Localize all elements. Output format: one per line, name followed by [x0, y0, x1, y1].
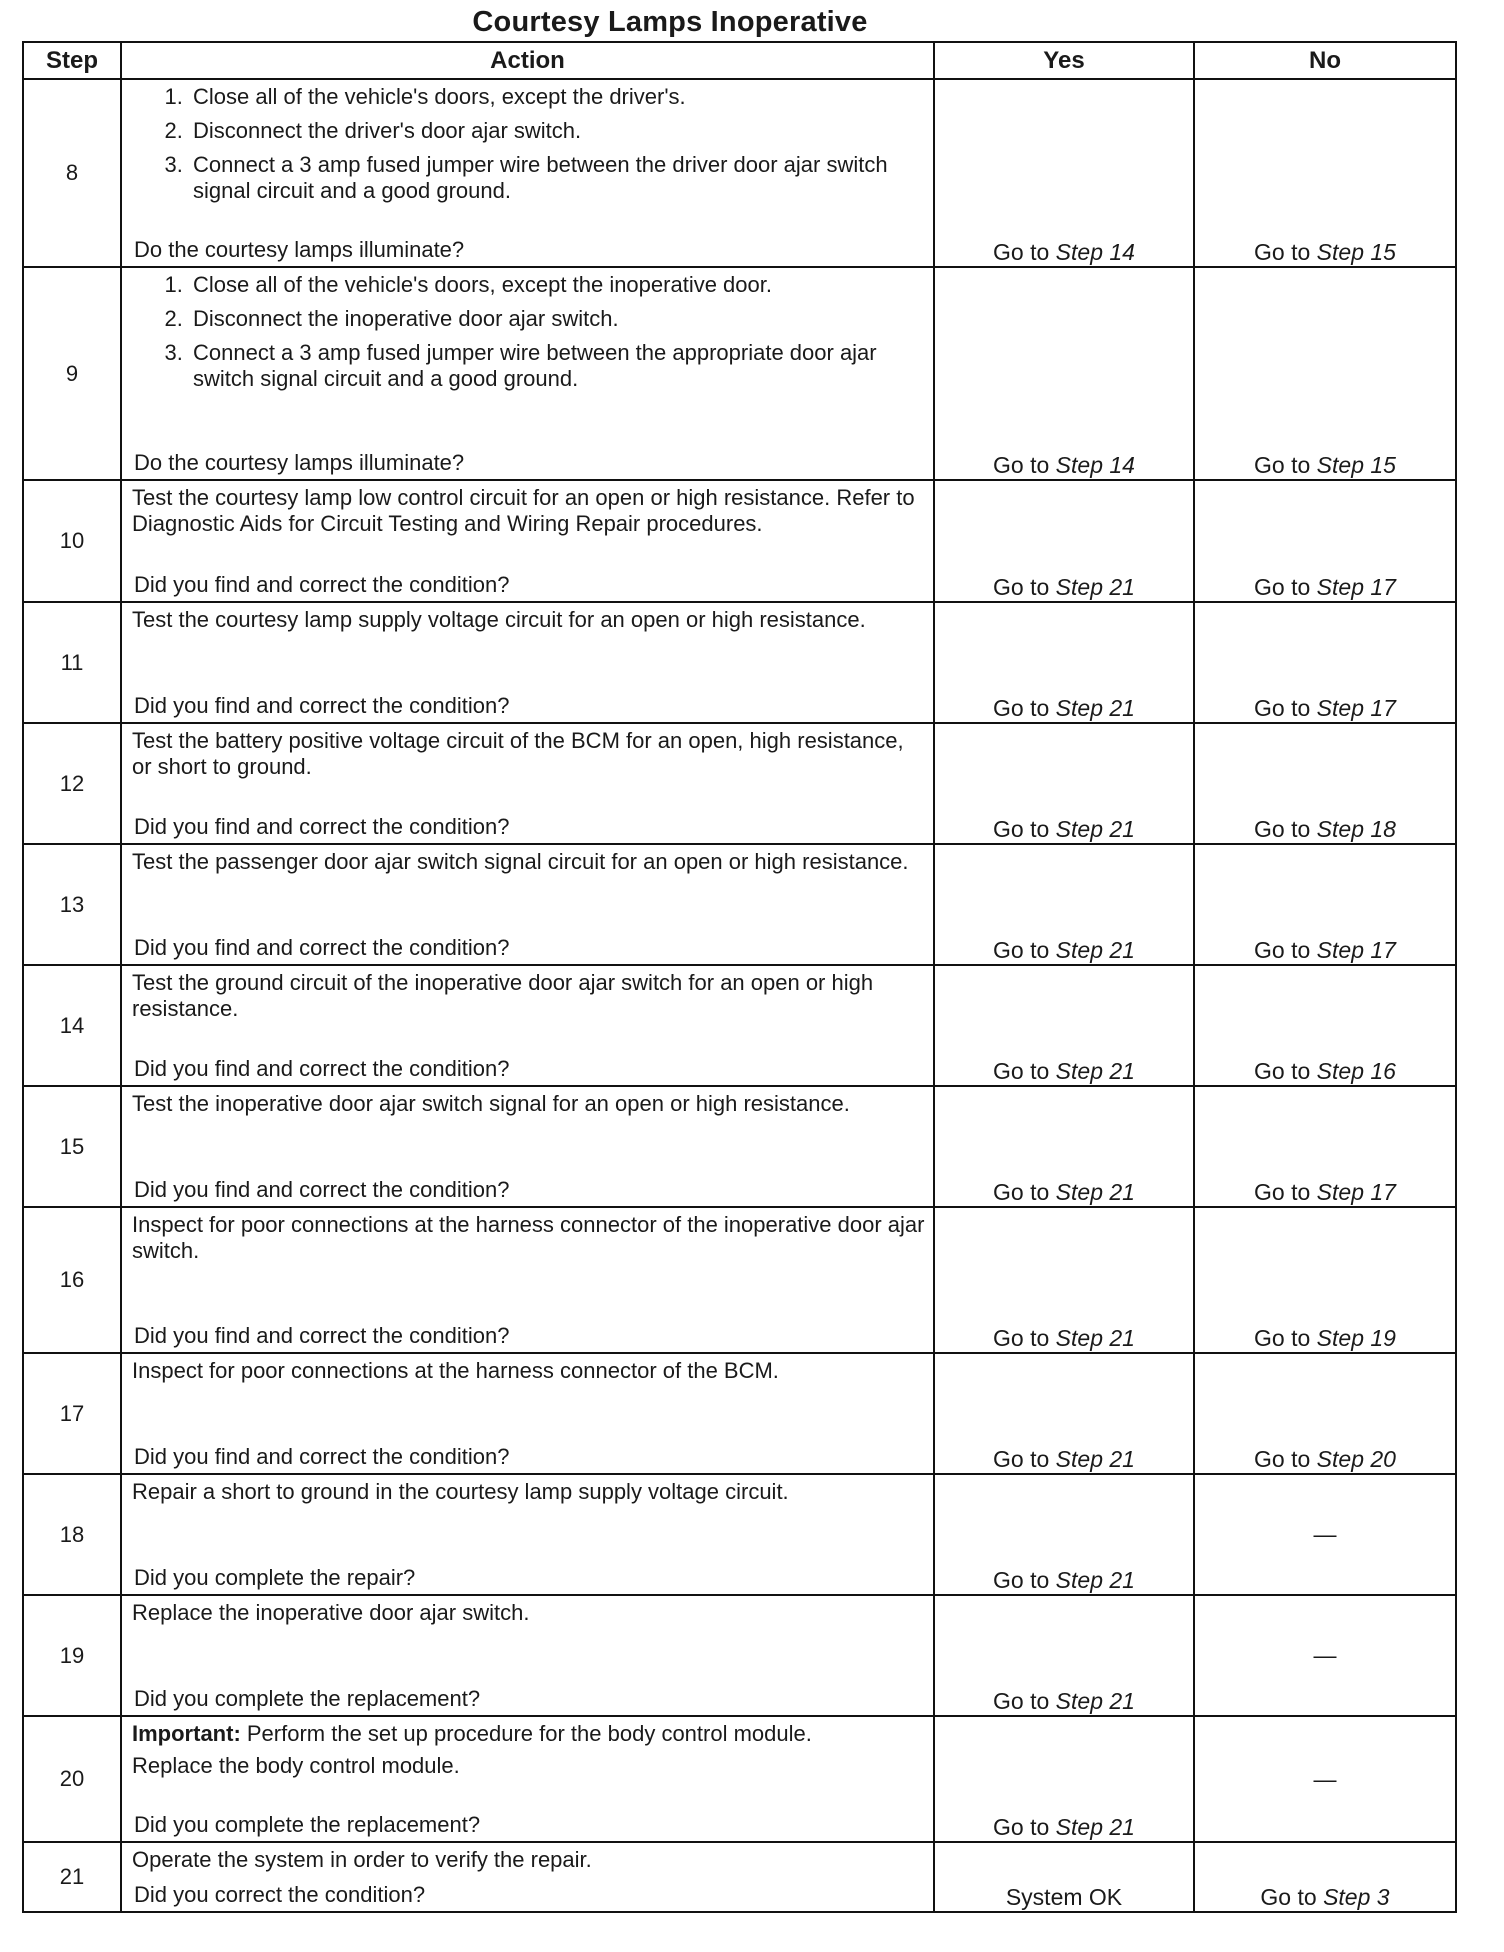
step-number: 17	[23, 1353, 121, 1474]
yes-step-link: Step 21	[1055, 574, 1135, 600]
yes-prefix: Go to	[993, 816, 1050, 842]
important-text: Perform the set up procedure for the body control module.	[240, 1721, 812, 1746]
yes-step-link: Step 21	[1055, 695, 1135, 721]
step-number: 8	[23, 79, 121, 267]
yes-cell	[934, 1474, 1194, 1595]
no-prefix: Go to	[1254, 452, 1311, 478]
step-number: 21	[23, 1842, 121, 1912]
no-cell	[1194, 1842, 1456, 1912]
action-text: Test the battery positive voltage circuit of the BCM for an open, high resistance, or short to ground.	[132, 728, 904, 779]
no-prefix: Go to	[1254, 1058, 1311, 1084]
yes-cell	[934, 79, 1194, 267]
action-question: Do the courtesy lamps illuminate?	[134, 237, 465, 262]
action-text: Test the courtesy lamp low control circuit for an open or high resistance. Refer to Diagnostic Aids for Circuit Testing and Wiring Repair procedures.	[132, 485, 915, 536]
action-cell	[121, 1842, 934, 1912]
action-question: Did you find and correct the condition?	[134, 572, 510, 597]
action-text: Operate the system in order to verify the repair.	[132, 1847, 592, 1872]
list-item: 1. Close all of the vehicle's doors, except the inoperative door.	[189, 272, 925, 298]
action-question: Did you find and correct the condition?	[134, 1444, 510, 1469]
no-cell	[1194, 844, 1456, 965]
yes-prefix: Go to	[993, 1567, 1050, 1593]
table-row	[23, 1716, 1456, 1842]
yes-prefix: Go to	[993, 1325, 1050, 1351]
table-row	[23, 602, 1456, 723]
no-cell	[1194, 1207, 1456, 1353]
table-row	[23, 844, 1456, 965]
yes-cell	[934, 723, 1194, 844]
action-question: Did you correct the condition?	[134, 1882, 426, 1907]
step-number: 9	[23, 267, 121, 480]
list-item: 3. Connect a 3 amp fused jumper wire between the driver door ajar switch signal circuit and a good ground.	[189, 152, 925, 204]
action-question: Did you find and correct the condition?	[134, 693, 510, 718]
important-note	[132, 1721, 925, 1747]
action-question: Did you find and correct the condition?	[134, 1323, 510, 1348]
table-row	[23, 1595, 1456, 1716]
no-step-link: Step 17	[1316, 1179, 1396, 1205]
step-number: 19	[23, 1595, 121, 1716]
yes-prefix: Go to	[993, 937, 1050, 963]
no-cell	[1194, 79, 1456, 267]
yes-step-link: Step 21	[1055, 1058, 1135, 1084]
action-cell	[121, 1595, 934, 1716]
diagnostic-table	[22, 41, 1457, 1913]
action-text: Replace the body control module.	[132, 1753, 460, 1778]
no-cell	[1194, 602, 1456, 723]
action-text: Test the inoperative door ajar switch signal for an open or high resistance.	[132, 1091, 850, 1116]
no-cell	[1194, 267, 1456, 480]
action-cell	[121, 1474, 934, 1595]
no-prefix: Go to	[1254, 816, 1311, 842]
no-prefix: Go to	[1254, 574, 1311, 600]
action-text: Test the courtesy lamp supply voltage circuit for an open or high resistance.	[132, 607, 866, 632]
no-prefix: Go to	[1254, 1179, 1311, 1205]
yes-cell	[934, 602, 1194, 723]
yes-step-link: Step 21	[1055, 1567, 1135, 1593]
important-label: Important:	[132, 1721, 241, 1746]
action-question: Did you find and correct the condition?	[134, 1056, 510, 1081]
no-prefix: Go to	[1254, 239, 1311, 265]
step-number: 12	[23, 723, 121, 844]
action-cell	[121, 1716, 934, 1842]
no-prefix: Go to	[1254, 1446, 1311, 1472]
yes-step-link: Step 21	[1055, 1325, 1135, 1351]
yes-prefix: Go to	[993, 1179, 1050, 1205]
no-step-link: Step 15	[1316, 452, 1396, 478]
no-cell: —	[1194, 1474, 1456, 1595]
table-row	[23, 965, 1456, 1086]
yes-step-link: Step 21	[1055, 1814, 1135, 1840]
no-step-link: Step 17	[1316, 937, 1396, 963]
action-text: Test the passenger door ajar switch signal circuit for an open or high resistance.	[132, 849, 909, 874]
action-list	[132, 272, 925, 392]
yes-step-link: Step 21	[1055, 1688, 1135, 1714]
action-cell	[121, 1086, 934, 1207]
yes-cell	[934, 1595, 1194, 1716]
header-action: Action	[121, 42, 934, 79]
header-step: Step	[23, 42, 121, 79]
no-step-link: Step 16	[1316, 1058, 1396, 1084]
yes-step-link: Step 14	[1055, 239, 1135, 265]
list-item: 2. Disconnect the inoperative door ajar switch.	[189, 306, 925, 332]
action-question: Did you complete the repair?	[134, 1565, 416, 1590]
action-question: Did you find and correct the condition?	[134, 1177, 510, 1202]
action-list	[132, 84, 925, 204]
yes-cell	[934, 480, 1194, 602]
action-text: Inspect for poor connections at the harness connector of the BCM.	[132, 1358, 779, 1383]
action-question: Did you complete the replacement?	[134, 1812, 481, 1837]
yes-step-link: Step 14	[1055, 452, 1135, 478]
table-row	[23, 1474, 1456, 1595]
yes-prefix: Go to	[993, 239, 1050, 265]
yes-prefix: Go to	[993, 452, 1050, 478]
action-cell	[121, 723, 934, 844]
step-number: 11	[23, 602, 121, 723]
table-row	[23, 267, 1456, 480]
action-cell	[121, 267, 934, 480]
action-cell	[121, 965, 934, 1086]
list-item: 1. Close all of the vehicle's doors, except the driver's.	[189, 84, 925, 110]
action-cell	[121, 1207, 934, 1353]
step-number: 14	[23, 965, 121, 1086]
no-cell: —	[1194, 1716, 1456, 1842]
step-number: 10	[23, 480, 121, 602]
no-cell: —	[1194, 1595, 1456, 1716]
yes-cell	[934, 1207, 1194, 1353]
action-cell	[121, 602, 934, 723]
action-cell	[121, 480, 934, 602]
action-cell	[121, 79, 934, 267]
action-question: Did you find and correct the condition?	[134, 935, 510, 960]
no-cell	[1194, 480, 1456, 602]
table-row	[23, 723, 1456, 844]
yes-step-link: Step 21	[1055, 1446, 1135, 1472]
yes-cell	[934, 1716, 1194, 1842]
no-cell	[1194, 1086, 1456, 1207]
action-question: Do the courtesy lamps illuminate?	[134, 450, 465, 475]
action-text: Repair a short to ground in the courtesy lamp supply voltage circuit.	[132, 1479, 789, 1504]
no-prefix: Go to	[1260, 1884, 1317, 1910]
yes-prefix: Go to	[993, 1058, 1050, 1084]
table-row	[23, 1353, 1456, 1474]
table-row	[23, 480, 1456, 602]
no-step-link: Step 18	[1316, 816, 1396, 842]
table-row	[23, 1086, 1456, 1207]
no-step-link: Step 3	[1323, 1884, 1390, 1910]
action-text: Test the ground circuit of the inoperative door ajar switch for an open or high resistance.	[132, 970, 874, 1021]
table-row	[23, 1207, 1456, 1353]
yes-prefix: Go to	[993, 1446, 1050, 1472]
yes-cell	[934, 267, 1194, 480]
no-step-link: Step 15	[1316, 239, 1396, 265]
no-cell	[1194, 1353, 1456, 1474]
header-row	[23, 42, 1456, 79]
action-question: Did you find and correct the condition?	[134, 814, 510, 839]
header-no: No	[1194, 42, 1456, 79]
header-yes: Yes	[934, 42, 1194, 79]
step-number: 13	[23, 844, 121, 965]
yes-cell	[934, 1086, 1194, 1207]
yes-prefix: Go to	[993, 574, 1050, 600]
no-prefix: Go to	[1254, 1325, 1311, 1351]
step-number: 18	[23, 1474, 121, 1595]
yes-step-link: Step 21	[1055, 937, 1135, 963]
no-prefix: Go to	[1254, 695, 1311, 721]
yes-step-link: Step 21	[1055, 816, 1135, 842]
step-number: 16	[23, 1207, 121, 1353]
list-item: 3. Connect a 3 amp fused jumper wire between the appropriate door ajar switch signal circuit and a good ground.	[189, 340, 925, 392]
no-cell	[1194, 965, 1456, 1086]
table-row	[23, 79, 1456, 267]
action-question: Did you complete the replacement?	[134, 1686, 481, 1711]
yes-step-link: Step 21	[1055, 1179, 1135, 1205]
yes-cell	[934, 1353, 1194, 1474]
no-step-link: Step 20	[1316, 1446, 1396, 1472]
step-number: 20	[23, 1716, 121, 1842]
page-title: Courtesy Lamps Inoperative	[472, 6, 868, 38]
no-prefix: Go to	[1254, 937, 1311, 963]
yes-cell	[934, 965, 1194, 1086]
yes-cell: System OK	[934, 1842, 1194, 1912]
action-text: Replace the inoperative door ajar switch.	[132, 1600, 530, 1625]
yes-cell	[934, 844, 1194, 965]
action-text: Inspect for poor connections at the harness connector of the inoperative door ajar switch.	[132, 1212, 925, 1263]
yes-prefix: Go to	[993, 1688, 1050, 1714]
action-cell	[121, 1353, 934, 1474]
no-step-link: Step 19	[1316, 1325, 1396, 1351]
table-row	[23, 1842, 1456, 1912]
yes-prefix: Go to	[993, 1814, 1050, 1840]
no-cell	[1194, 723, 1456, 844]
list-item: 2. Disconnect the driver's door ajar switch.	[189, 118, 925, 144]
step-number: 15	[23, 1086, 121, 1207]
no-step-link: Step 17	[1316, 574, 1396, 600]
action-cell	[121, 844, 934, 965]
no-step-link: Step 17	[1316, 695, 1396, 721]
yes-prefix: Go to	[993, 695, 1050, 721]
